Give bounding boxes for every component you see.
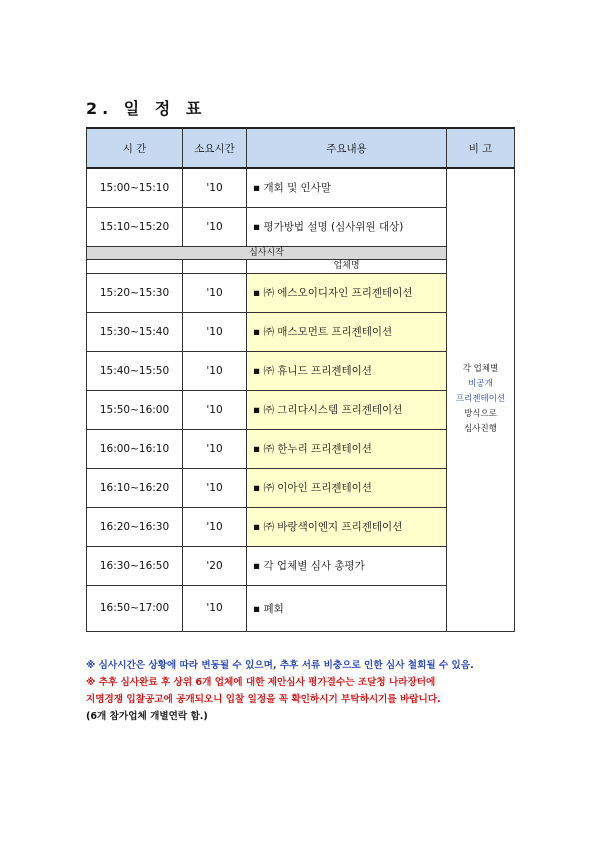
time-cell: 16:10~16:20 [87, 468, 183, 507]
table-row [87, 168, 515, 207]
duration-cell: '10 [183, 429, 247, 468]
content-cell: ▪ ㈜ 휴니드 프리젠테이션 [247, 351, 447, 390]
section-label: 심사시작 [87, 246, 447, 259]
time-cell: 15:50~16:00 [87, 390, 183, 429]
content-cell: ▪ ㈜ 이아인 프리젠테이션 [247, 468, 447, 507]
table-header-row [87, 128, 515, 168]
content-cell: ▪ ㈜ 한누리 프리젠테이션 [247, 429, 447, 468]
schedule-table [86, 127, 515, 632]
remark-line: 각 업체별 [462, 364, 499, 375]
empty-cell [87, 259, 183, 273]
duration-cell: '10 [183, 507, 247, 546]
header-time: 시 간 [87, 128, 183, 168]
content-cell: ▪ ㈜ 매스모먼트 프리젠테이션 [247, 312, 447, 351]
time-cell: 15:10~15:20 [87, 207, 183, 246]
content-cell: ▪ 각 업체별 심사 총평가 [247, 546, 447, 585]
content-cell: ▪ 개회 및 인사말 [247, 168, 447, 207]
time-cell: 15:00~15:10 [87, 168, 183, 207]
duration-cell: '10 [183, 468, 247, 507]
header-content: 주요내용 [247, 128, 447, 168]
remark-line: 방식으로 [464, 409, 497, 420]
time-cell: 16:00~16:10 [87, 429, 183, 468]
duration-cell: '10 [183, 390, 247, 429]
remark-cell [447, 168, 515, 631]
duration-cell: '10 [183, 207, 247, 246]
content-cell: ▪ 평가방법 설명 (심사위원 대상) [247, 207, 447, 246]
time-cell: 16:50~17:00 [87, 585, 183, 631]
notes-block [86, 657, 526, 725]
remark-line: 심사진행 [464, 424, 497, 435]
time-cell: 15:30~15:40 [87, 312, 183, 351]
content-cell: ▪ ㈜ 바랑색이엔지 프리젠테이션 [247, 507, 447, 546]
time-cell: 15:20~15:30 [87, 273, 183, 312]
header-duration: 소요시간 [183, 128, 247, 168]
time-cell: 15:40~15:50 [87, 351, 183, 390]
remark-line: 비공개 [468, 379, 493, 390]
content-cell: ▪ ㈜ 그리다시스템 프리젠테이션 [247, 390, 447, 429]
header-remark: 비 고 [447, 128, 515, 168]
duration-cell: '10 [183, 351, 247, 390]
empty-cell [183, 259, 247, 273]
duration-cell: '10 [183, 273, 247, 312]
content-cell: ▪ 폐회 [247, 585, 447, 631]
note-line: ※ 추후 심사완료 후 상위 6개 업체에 대한 제안심사 평가결수는 조달청 나라장터에 [86, 677, 436, 688]
page-title: 2. 일 정 표 [86, 99, 207, 118]
content-cell: ▪ ㈜ 에스오이디자인 프리젠테이션 [247, 273, 447, 312]
note-line: 지명경쟁 입찰공고에 공개되오니 입찰 일정을 꼭 확인하시기 부탁하시기를 바랍니다. [86, 694, 441, 705]
time-cell: 16:20~16:30 [87, 507, 183, 546]
duration-cell: '10 [183, 168, 247, 207]
duration-cell: '20 [183, 546, 247, 585]
remark-line: 프리젠테이션 [455, 394, 506, 405]
company-header: 업체명 [247, 259, 447, 273]
duration-cell: '10 [183, 312, 247, 351]
duration-cell: '10 [183, 585, 247, 631]
time-cell: 16:30~16:50 [87, 546, 183, 585]
note-line: ※ 심사시간은 상황에 따라 변동될 수 있으며, 추후 서류 비충으로 인한 심사 철회될 수 있음. [86, 660, 474, 671]
note-line: (6개 참가업체 개별연락 함.) [86, 711, 208, 722]
